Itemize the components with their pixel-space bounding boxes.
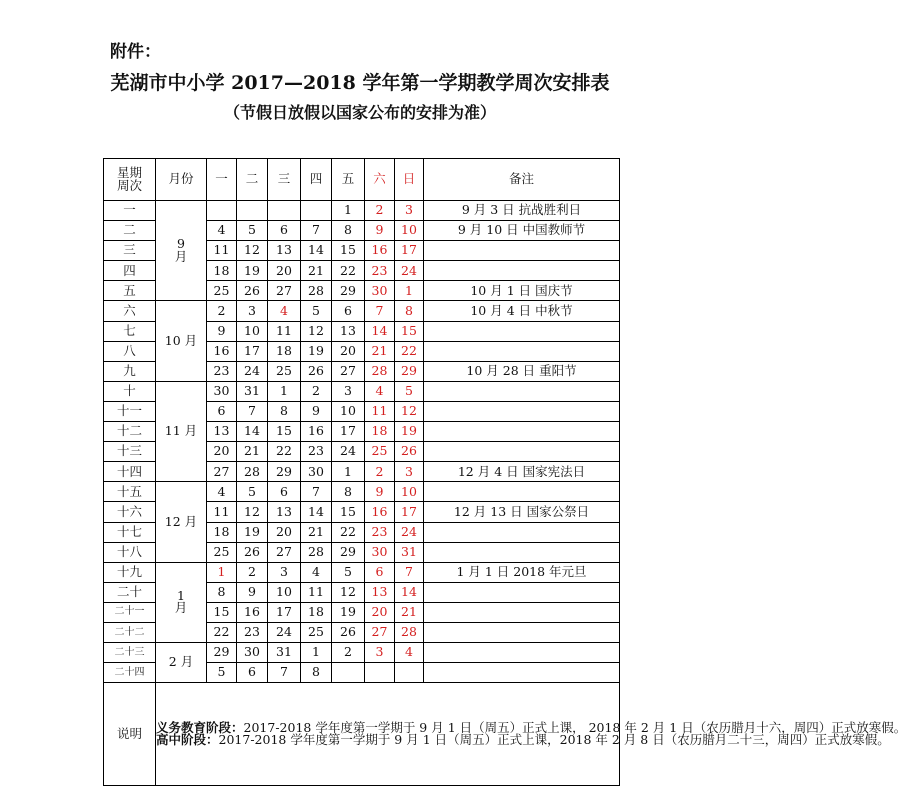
week-number: 十八: [104, 542, 156, 562]
remark-cell: 10 月 4 日 中秋节: [424, 301, 620, 321]
remark-cell: [424, 321, 620, 341]
day-cell-wed: [268, 201, 301, 221]
remark-cell: [424, 241, 620, 261]
day-cell-thu: 12: [301, 321, 332, 341]
day-cell-sun: 15: [395, 321, 424, 341]
day-cell-mon: 4: [207, 221, 237, 241]
remark-cell: [424, 401, 620, 421]
day-cell-fri: 13: [332, 321, 365, 341]
day-cell-sat: 14: [365, 321, 395, 341]
remark-cell: 12 月 13 日 国家公祭日: [424, 502, 620, 522]
day-cell-sat: 27: [365, 622, 395, 642]
table-row: [104, 301, 620, 321]
day-cell-fri: 8: [332, 221, 365, 241]
month-label-line: 月: [174, 248, 188, 264]
day-cell-fri: 29: [332, 542, 365, 562]
week-number: 十: [104, 381, 156, 401]
month-label-line: 1: [177, 587, 185, 603]
day-cell-fri: 29: [332, 281, 365, 301]
remark-cell: [424, 381, 620, 401]
week-number: 三: [104, 241, 156, 261]
day-cell-sat: 9: [365, 482, 395, 502]
day-cell-tue: 28: [237, 462, 268, 482]
day-cell-thu: 9: [301, 401, 332, 421]
day-cell-mon: 11: [207, 241, 237, 261]
schedule-table: [103, 158, 906, 786]
day-cell-sat: 3: [365, 643, 395, 663]
month-label: [156, 201, 207, 301]
day-cell-sat: 6: [365, 562, 395, 582]
day-cell-tue: 26: [237, 281, 268, 301]
remark-cell: [424, 542, 620, 562]
header-day-sat: 六: [365, 159, 395, 201]
day-cell-tue: 5: [237, 221, 268, 241]
day-cell-sat: 30: [365, 542, 395, 562]
day-cell-mon: 16: [207, 341, 237, 361]
day-cell-mon: 13: [207, 422, 237, 442]
day-cell-sat: 4: [365, 381, 395, 401]
table-row: [104, 482, 620, 502]
month-label-line: 9: [177, 236, 185, 252]
day-cell-sat: 20: [365, 602, 395, 622]
week-number: 九: [104, 361, 156, 381]
day-cell-sun: 31: [395, 542, 424, 562]
day-cell-sun: 19: [395, 422, 424, 442]
day-cell-fri: 26: [332, 622, 365, 642]
day-cell-sun: 3: [395, 462, 424, 482]
day-cell-tue: 6: [237, 663, 268, 683]
day-cell-thu: [301, 201, 332, 221]
document-subtitle: （节假日放假以国家公布的安排为准）: [223, 103, 496, 122]
day-cell-sat: 9: [365, 221, 395, 241]
week-number: 一: [104, 201, 156, 221]
remark-cell: 9 月 10 日 中国教师节: [424, 221, 620, 241]
day-cell-mon: 2: [207, 301, 237, 321]
header-row: [104, 159, 620, 201]
header-week-line1: 星期: [116, 165, 142, 180]
day-cell-fri: 22: [332, 522, 365, 542]
document-title: 芜湖市中小学 2017—2018 学年第一学期教学周次安排表: [110, 72, 610, 94]
day-cell-tue: 5: [237, 482, 268, 502]
day-cell-mon: 8: [207, 582, 237, 602]
day-cell-thu: 7: [301, 221, 332, 241]
day-cell-mon: [207, 201, 237, 221]
week-number: 二十一: [104, 602, 156, 622]
day-cell-sun: 24: [395, 522, 424, 542]
day-cell-wed: 8: [268, 401, 301, 421]
week-number: 八: [104, 341, 156, 361]
day-cell-wed: 29: [268, 462, 301, 482]
day-cell-mon: 5: [207, 663, 237, 683]
day-cell-thu: 25: [301, 622, 332, 642]
day-cell-mon: 18: [207, 522, 237, 542]
day-cell-mon: 29: [207, 643, 237, 663]
remark-cell: 1 月 1 日 2018 年元旦: [424, 562, 620, 582]
day-cell-sun: 26: [395, 442, 424, 462]
remark-cell: 9 月 3 日 抗战胜利日: [424, 201, 620, 221]
remark-cell: 10 月 28 日 重阳节: [424, 361, 620, 381]
day-cell-mon: 18: [207, 261, 237, 281]
week-number: 五: [104, 281, 156, 301]
day-cell-thu: 7: [301, 482, 332, 502]
remark-cell: [424, 442, 620, 462]
day-cell-fri: 24: [332, 442, 365, 462]
week-number: 十九: [104, 562, 156, 582]
remark-cell: [424, 522, 620, 542]
week-number: 二十二: [104, 622, 156, 642]
day-cell-tue: 14: [237, 422, 268, 442]
day-cell-thu: 1: [301, 643, 332, 663]
month-label: 10 月: [156, 301, 207, 381]
day-cell-tue: 21: [237, 442, 268, 462]
day-cell-mon: 25: [207, 281, 237, 301]
day-cell-wed: 27: [268, 542, 301, 562]
day-cell-wed: 15: [268, 422, 301, 442]
month-label: [156, 562, 207, 642]
day-cell-thu: 28: [301, 542, 332, 562]
day-cell-wed: 25: [268, 361, 301, 381]
day-cell-thu: 21: [301, 522, 332, 542]
schedule-body: [104, 159, 906, 786]
day-cell-tue: 3: [237, 301, 268, 321]
header-day-sun: 日: [395, 159, 424, 201]
week-number: 十一: [104, 401, 156, 421]
day-cell-fri: 10: [332, 401, 365, 421]
day-cell-thu: 4: [301, 562, 332, 582]
day-cell-tue: [237, 201, 268, 221]
day-cell-thu: 11: [301, 582, 332, 602]
day-cell-sun: 3: [395, 201, 424, 221]
day-cell-wed: 24: [268, 622, 301, 642]
day-cell-wed: 7: [268, 663, 301, 683]
table-row: [104, 643, 620, 663]
day-cell-sat: 23: [365, 522, 395, 542]
day-cell-fri: 6: [332, 301, 365, 321]
header-week-cell: [104, 159, 156, 201]
table-row: [104, 381, 620, 401]
remark-cell: 12 月 4 日 国家宪法日: [424, 462, 620, 482]
day-cell-fri: 3: [332, 381, 365, 401]
day-cell-wed: 13: [268, 241, 301, 261]
remark-cell: [424, 341, 620, 361]
day-cell-thu: 30: [301, 462, 332, 482]
week-number: 二十四: [104, 663, 156, 683]
day-cell-wed: 20: [268, 261, 301, 281]
day-cell-sat: [365, 663, 395, 683]
day-cell-thu: 14: [301, 502, 332, 522]
header-remarks: 备注: [424, 159, 620, 201]
day-cell-sun: 12: [395, 401, 424, 421]
day-cell-sat: 21: [365, 341, 395, 361]
highschool-heading: 高中阶段：: [156, 732, 219, 748]
compulsory-text: 2017-2018 学年度第一学期于 9 月 1 日（周五）正式上课， 2018 年 2 月 1 日（农历腊月十六，周四）正式放寒假。: [243, 719, 906, 735]
day-cell-fri: 20: [332, 341, 365, 361]
day-cell-sun: 22: [395, 341, 424, 361]
day-cell-tue: 17: [237, 341, 268, 361]
day-cell-sun: 10: [395, 482, 424, 502]
day-cell-fri: 15: [332, 502, 365, 522]
header-day-tue: 二: [237, 159, 268, 201]
day-cell-sun: 14: [395, 582, 424, 602]
day-cell-sat: 16: [365, 502, 395, 522]
day-cell-mon: 27: [207, 462, 237, 482]
day-cell-wed: 11: [268, 321, 301, 341]
month-label: 11 月: [156, 381, 207, 481]
day-cell-tue: 30: [237, 643, 268, 663]
header-day-thu: 四: [301, 159, 332, 201]
week-number: 十七: [104, 522, 156, 542]
day-cell-sun: 10: [395, 221, 424, 241]
day-cell-sat: 18: [365, 422, 395, 442]
day-cell-tue: 10: [237, 321, 268, 341]
day-cell-wed: 4: [268, 301, 301, 321]
day-cell-mon: 25: [207, 542, 237, 562]
remark-cell: [424, 643, 620, 663]
week-number: 十六: [104, 502, 156, 522]
day-cell-mon: 30: [207, 381, 237, 401]
month-label: 2 月: [156, 643, 207, 683]
day-cell-tue: 24: [237, 361, 268, 381]
day-cell-wed: 10: [268, 582, 301, 602]
week-number: 二十: [104, 582, 156, 602]
day-cell-tue: 9: [237, 582, 268, 602]
day-cell-tue: 12: [237, 241, 268, 261]
day-cell-sat: 16: [365, 241, 395, 261]
day-cell-sun: 5: [395, 381, 424, 401]
day-cell-fri: 5: [332, 562, 365, 582]
day-cell-sat: 28: [365, 361, 395, 381]
day-cell-sun: 4: [395, 643, 424, 663]
table-row: [104, 201, 620, 221]
week-number: 二十三: [104, 643, 156, 663]
day-cell-fri: 8: [332, 482, 365, 502]
day-cell-mon: 9: [207, 321, 237, 341]
day-cell-sat: 13: [365, 582, 395, 602]
day-cell-sun: 17: [395, 241, 424, 261]
day-cell-sat: 30: [365, 281, 395, 301]
day-cell-tue: 12: [237, 502, 268, 522]
day-cell-wed: 3: [268, 562, 301, 582]
day-cell-thu: 21: [301, 261, 332, 281]
day-cell-mon: 23: [207, 361, 237, 381]
day-cell-fri: 17: [332, 422, 365, 442]
day-cell-sun: 8: [395, 301, 424, 321]
day-cell-tue: 7: [237, 401, 268, 421]
notes-row: [104, 683, 620, 786]
day-cell-wed: 1: [268, 381, 301, 401]
day-cell-fri: 2: [332, 643, 365, 663]
week-number: 十四: [104, 462, 156, 482]
day-cell-sun: 7: [395, 562, 424, 582]
day-cell-thu: 5: [301, 301, 332, 321]
notes-text: [156, 683, 906, 786]
day-cell-sun: 28: [395, 622, 424, 642]
week-number: 十二: [104, 422, 156, 442]
compulsory-heading: 义务教育阶段：: [156, 719, 244, 735]
day-cell-mon: 4: [207, 482, 237, 502]
remark-cell: [424, 482, 620, 502]
highschool-text: 2017-2018 学年度第一学期于 9 月 1 日（周五）正式上课，2018 年 2 月 8 日（农历腊月二十三，周四）正式放寒假。: [218, 732, 890, 748]
table-row: [104, 562, 620, 582]
day-cell-sun: 24: [395, 261, 424, 281]
day-cell-fri: 15: [332, 241, 365, 261]
day-cell-tue: 2: [237, 562, 268, 582]
day-cell-sun: [395, 663, 424, 683]
day-cell-mon: 1: [207, 562, 237, 582]
day-cell-sat: 11: [365, 401, 395, 421]
day-cell-sun: 21: [395, 602, 424, 622]
month-label-line: 月: [174, 600, 188, 616]
day-cell-tue: 16: [237, 602, 268, 622]
day-cell-thu: 16: [301, 422, 332, 442]
day-cell-thu: 19: [301, 341, 332, 361]
day-cell-thu: 8: [301, 663, 332, 683]
remark-cell: [424, 663, 620, 683]
remark-cell: [424, 582, 620, 602]
header-week-line2: 周次: [116, 177, 142, 193]
day-cell-thu: 2: [301, 381, 332, 401]
remark-cell: 10 月 1 日 国庆节: [424, 281, 620, 301]
week-number: 六: [104, 301, 156, 321]
day-cell-sat: 2: [365, 462, 395, 482]
day-cell-sat: 7: [365, 301, 395, 321]
remark-cell: [424, 261, 620, 281]
remark-cell: [424, 422, 620, 442]
month-label: 12 月: [156, 482, 207, 562]
week-number: 十五: [104, 482, 156, 502]
day-cell-fri: 1: [332, 462, 365, 482]
day-cell-fri: 12: [332, 582, 365, 602]
day-cell-fri: [332, 663, 365, 683]
attachment-label: 附件：: [110, 42, 161, 62]
day-cell-tue: 26: [237, 542, 268, 562]
day-cell-fri: 19: [332, 602, 365, 622]
day-cell-wed: 6: [268, 482, 301, 502]
day-cell-sun: 17: [395, 502, 424, 522]
day-cell-thu: 14: [301, 241, 332, 261]
remark-cell: [424, 602, 620, 622]
day-cell-wed: 13: [268, 502, 301, 522]
week-number: 七: [104, 321, 156, 341]
day-cell-wed: 27: [268, 281, 301, 301]
day-cell-wed: 6: [268, 221, 301, 241]
day-cell-fri: 1: [332, 201, 365, 221]
day-cell-thu: 23: [301, 442, 332, 462]
remark-cell: [424, 622, 620, 642]
day-cell-wed: 31: [268, 643, 301, 663]
day-cell-tue: 23: [237, 622, 268, 642]
notes-label: 说明: [104, 683, 156, 786]
day-cell-wed: 17: [268, 602, 301, 622]
day-cell-wed: 22: [268, 442, 301, 462]
day-cell-sun: 1: [395, 281, 424, 301]
day-cell-mon: 22: [207, 622, 237, 642]
day-cell-tue: 19: [237, 522, 268, 542]
day-cell-tue: 19: [237, 261, 268, 281]
day-cell-fri: 27: [332, 361, 365, 381]
day-cell-mon: 20: [207, 442, 237, 462]
day-cell-tue: 31: [237, 381, 268, 401]
day-cell-mon: 6: [207, 401, 237, 421]
day-cell-fri: 22: [332, 261, 365, 281]
week-number: 二: [104, 221, 156, 241]
day-cell-thu: 18: [301, 602, 332, 622]
day-cell-mon: 11: [207, 502, 237, 522]
day-cell-sat: 25: [365, 442, 395, 462]
day-cell-mon: 15: [207, 602, 237, 622]
day-cell-sun: 29: [395, 361, 424, 381]
day-cell-wed: 18: [268, 341, 301, 361]
week-number: 十三: [104, 442, 156, 462]
day-cell-thu: 28: [301, 281, 332, 301]
day-cell-wed: 20: [268, 522, 301, 542]
week-number: 四: [104, 261, 156, 281]
header-day-wed: 三: [268, 159, 301, 201]
header-day-fri: 五: [332, 159, 365, 201]
day-cell-thu: 26: [301, 361, 332, 381]
header-month: 月份: [156, 159, 207, 201]
header-day-mon: 一: [207, 159, 237, 201]
day-cell-sat: 23: [365, 261, 395, 281]
day-cell-sat: 2: [365, 201, 395, 221]
